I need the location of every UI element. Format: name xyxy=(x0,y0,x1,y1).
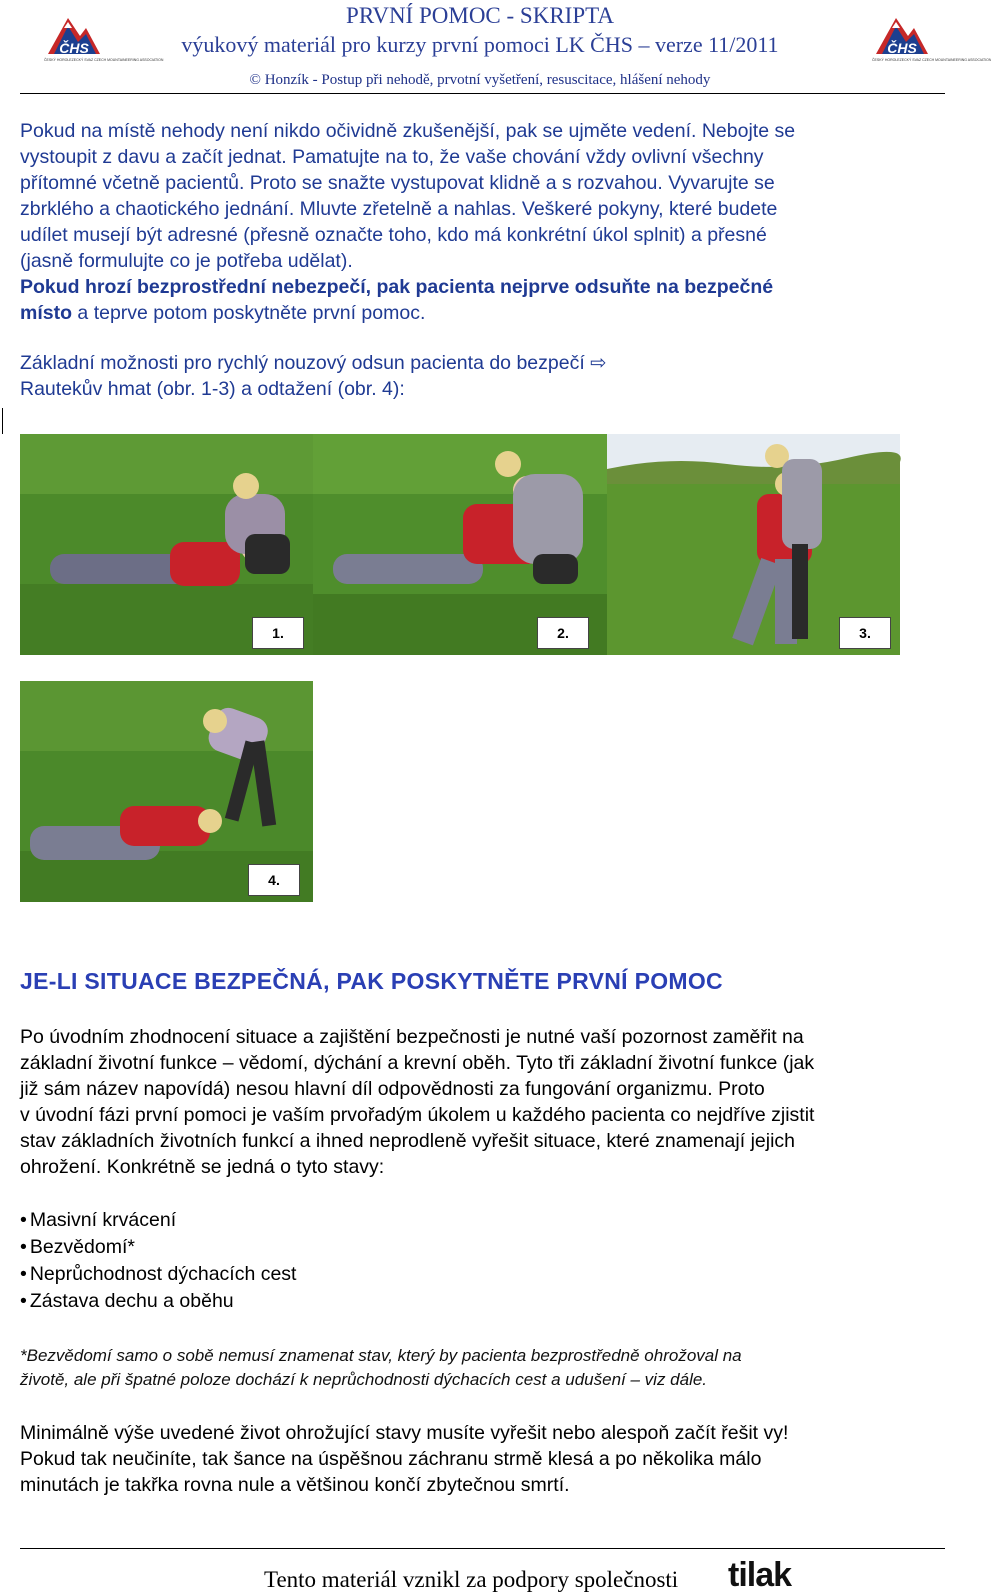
photo-label-4: 4. xyxy=(248,864,300,896)
photo-label-2: 2. xyxy=(537,617,589,649)
footnote-line-1: *Bezvědomí samo o sobě nemusí znamenat stav, který by pacienta bezprostředně ohrožoval na xyxy=(20,1346,742,1365)
intro-line-6: (jasně formulujte co je potřeba udělat). xyxy=(20,250,353,272)
evac-line-1: Základní možnosti pro rychlý nouzový odsun pacienta do bezpečí ⇨ xyxy=(20,352,607,374)
photo-rautek-2 xyxy=(313,434,607,655)
intro-line-5: udílet musejí být adresné (přesně označte toho, kdo má konkrétní úkol splnit) a přesné xyxy=(20,224,767,246)
footer-text: Tento materiál vznikl za podpory společnosti xyxy=(264,1567,679,1592)
photo-label-3: 3. xyxy=(839,617,891,649)
list-item: • Masivní krvácení xyxy=(20,1207,296,1234)
closing-line-2: Pokud tak neučiníte, tak šance na úspěšnou záchranu strmě klesá a po několika málo xyxy=(20,1448,762,1470)
tilak-logo: tilak xyxy=(728,1556,792,1594)
logo-text: ČHS xyxy=(59,40,89,56)
section-line-4: v úvodní fázi první pomoci je vaším prvořadým úkolem u každého pacienta co nejdříve zjistit xyxy=(20,1104,815,1126)
arrow-right-icon: ⇨ xyxy=(590,352,607,374)
danger-line-2: místo a teprve potom poskytněte první pomoc. xyxy=(20,302,426,324)
document-title: PRVNÍ POMOC - SKRIPTA xyxy=(346,3,614,28)
footer-divider xyxy=(20,1548,945,1549)
footnote xyxy=(20,1344,945,1392)
section-line-1: Po úvodním zhodnocení situace a zajištění bezpečnosti je nutné vaší pozornost zaměřit na xyxy=(20,1026,804,1048)
mountain-logo-icon xyxy=(872,14,932,58)
conditions-list xyxy=(20,1207,296,1315)
photo-rautek-1 xyxy=(20,434,313,655)
header-divider xyxy=(20,93,945,94)
danger-line-1: Pokud hrozí bezprostřední nebezpečí, pak pacienta nejprve odsuňte na bezpečné xyxy=(20,276,774,298)
logo-text: ČHS xyxy=(887,40,917,56)
photo-rautek-3 xyxy=(607,434,900,655)
footnote-line-2: životě, ale při špatné poloze dochází k neprůchodnosti dýchacích cest a udušení – viz dále. xyxy=(20,1370,708,1389)
evac-line-2: Rautekův hmat (obr. 1-3) a odtažení (obr. 4): xyxy=(20,378,405,400)
section-line-5: stav základních životních funkcí a ihned neprodleně vyřešit situace, které znamenají jejich xyxy=(20,1130,796,1152)
list-item: • Bezvědomí* xyxy=(20,1234,296,1261)
photo-drag-4 xyxy=(20,681,313,902)
list-item: • Neprůchodnost dýchacích cest xyxy=(20,1261,296,1288)
closing-line-3: minutách je takřka rovna nule a většinou končí zbytečnou smrtí. xyxy=(20,1474,570,1496)
page-header xyxy=(0,0,991,92)
section-line-2: základní životní funkce – vědomí, dýchání a krevní oběh. Tyto tři základní životní funkce (jak xyxy=(20,1052,815,1074)
logo-caption: ČESKÝ HOROLEZECKÝ SVAZ CZECH MOUNTAINEERING ASSOCIATION xyxy=(872,58,991,62)
intro-line-2: vystoupit z davu a začít jednat. Pamatujte na to, že vaše chování vždy ovlivní všechny xyxy=(20,146,764,168)
photo-label-1: 1. xyxy=(252,617,304,649)
section-line-3: již sám název napovídá) nesou hlavní díl odpovědnosti za fungování organizmu. Proto xyxy=(20,1078,765,1100)
document-copyright: © Honzík - Postup při nehodě, prvotní vyšetření, resuscitace, hlášení nehody xyxy=(249,72,711,88)
logo-caption: ČESKÝ HOROLEZECKÝ SVAZ CZECH MOUNTAINEERING ASSOCIATION xyxy=(44,58,164,62)
intro-line-4: zbrklého a chaotického jednání. Mluvte zřetelně a nahlas. Veškeré pokyny, které budete xyxy=(20,198,778,220)
intro-line-3: přítomné včetně pacientů. Proto se snažte vystupovat klidně a s rozvahou. Vyvarujte se xyxy=(20,172,775,194)
document-subtitle: výukový materiál pro kurzy první pomoci LK ČHS – verze 11/2011 xyxy=(181,32,779,57)
closing-line-1: Minimálně výše uvedené život ohrožující stavy musíte vyřešit nebo alespoň začít řešit vy! xyxy=(20,1422,789,1444)
intro-line-1: Pokud na místě nehody není nikdo očividně zkušenější, pak se ujměte vedení. Nebojte se xyxy=(20,120,796,142)
section-line-6: ohrožení. Konkrétně se jedná o tyto stavy: xyxy=(20,1156,385,1178)
list-item: • Zástava dechu a oběhu xyxy=(20,1288,296,1315)
section-heading: JE-LI SITUACE BEZPEČNÁ, PAK POSKYTNĚTE PRVNÍ POMOC xyxy=(20,968,723,994)
text-cursor xyxy=(2,408,3,434)
chs-logo-right xyxy=(872,14,991,64)
